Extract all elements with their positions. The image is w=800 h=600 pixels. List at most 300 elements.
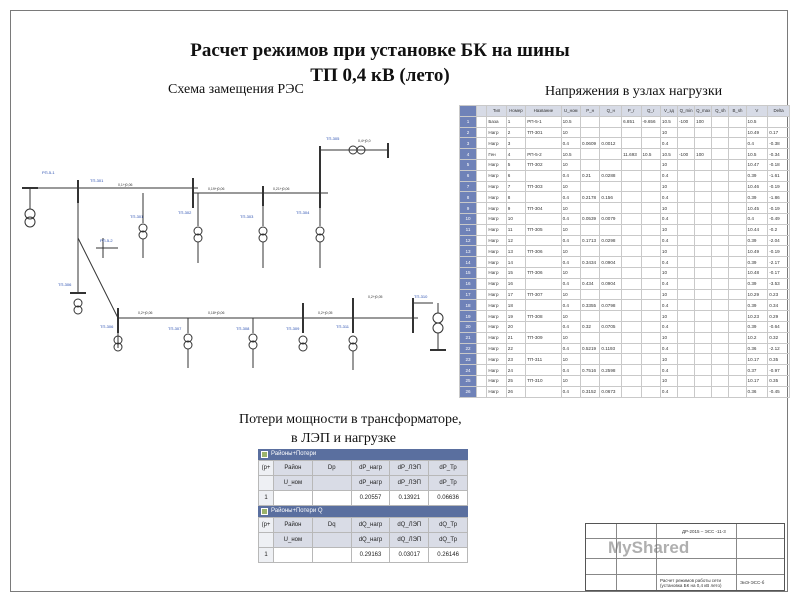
voltage-cell xyxy=(622,138,641,149)
voltage-cell xyxy=(526,343,561,354)
voltage-cell xyxy=(695,224,712,235)
losses-q-sub-3: dQ_нагр xyxy=(351,533,390,548)
losses-p-sub-5: dP_Тр xyxy=(429,476,468,491)
voltage-cell xyxy=(678,224,695,235)
voltage-cell xyxy=(695,159,712,170)
voltage-cell xyxy=(695,289,712,300)
row-number: 25 xyxy=(460,375,477,386)
voltage-cell: 10.49 xyxy=(746,127,768,138)
voltage-cell: 0.4 xyxy=(561,192,580,203)
voltage-cell xyxy=(712,138,729,149)
voltage-row xyxy=(460,116,790,127)
voltage-cell: -2.04 xyxy=(768,235,790,246)
losses-q-sub-2 xyxy=(312,533,351,548)
svg-text:ТП-310: ТП-310 xyxy=(414,294,428,299)
voltage-cell: ТП-307 xyxy=(526,289,561,300)
voltage-cell xyxy=(695,321,712,332)
voltage-cell: Ген xyxy=(487,149,506,160)
voltage-cell xyxy=(678,159,695,170)
row-number: 15 xyxy=(460,267,477,278)
row-number: 20 xyxy=(460,321,477,332)
voltage-cell: 10 xyxy=(561,181,580,192)
voltage-row xyxy=(460,159,790,170)
voltage-cell xyxy=(622,375,641,386)
voltage-cell: 4 xyxy=(506,149,525,160)
voltage-cell xyxy=(695,267,712,278)
voltage-cell xyxy=(712,203,729,214)
voltage-cell xyxy=(712,257,729,268)
voltage-cell: 0.2178 xyxy=(581,192,600,203)
voltage-cell xyxy=(641,224,660,235)
col-header-qmin: Q_min xyxy=(678,106,695,117)
voltage-cell xyxy=(600,127,622,138)
voltage-cell: Нагр xyxy=(487,343,506,354)
voltage-row xyxy=(460,235,790,246)
voltage-cell xyxy=(622,267,641,278)
voltage-cell: 0.0012 xyxy=(600,138,622,149)
voltage-cell: 0.4 xyxy=(561,386,580,397)
voltage-cell: -0.19 xyxy=(768,203,790,214)
voltage-cell: 0.35 xyxy=(768,354,790,365)
voltage-cell xyxy=(678,127,695,138)
voltage-cell xyxy=(641,235,660,246)
voltage-cell xyxy=(622,386,641,397)
stamp-description: Расчет режимов работы сети (установка БК на 0,4 кВ лето) xyxy=(660,578,722,588)
losses-q-title: Районы+Потери Q xyxy=(271,508,323,514)
voltage-cell xyxy=(641,311,660,322)
voltage-cell xyxy=(678,192,695,203)
voltage-cell: 0.29 xyxy=(768,311,790,322)
row-flag xyxy=(477,278,487,289)
voltage-cell: 5 xyxy=(506,159,525,170)
voltage-cell xyxy=(678,170,695,181)
voltage-cell xyxy=(729,365,746,376)
voltage-cell: 10 xyxy=(561,375,580,386)
voltage-cell: 10.5 xyxy=(660,116,677,127)
row-flag xyxy=(477,170,487,181)
voltage-cell xyxy=(712,278,729,289)
svg-text:ТП-305: ТП-305 xyxy=(326,136,340,141)
voltage-cell xyxy=(622,213,641,224)
voltage-cell: -2.12 xyxy=(768,343,790,354)
voltage-cell: 10.49 xyxy=(746,246,768,257)
voltage-cell: Нагр xyxy=(487,332,506,343)
col-header-qsh: Q_sh xyxy=(712,106,729,117)
voltage-cell: 0.434 xyxy=(581,278,600,289)
voltage-cell xyxy=(678,365,695,376)
voltages-header-row xyxy=(460,106,790,117)
voltage-cell: 0.4 xyxy=(660,365,677,376)
voltage-cell: 0.32 xyxy=(581,321,600,332)
voltage-cell xyxy=(600,354,622,365)
voltage-row xyxy=(460,203,790,214)
voltage-cell: Нагр xyxy=(487,278,506,289)
voltage-cell: 0.156 xyxy=(600,192,622,203)
col-header-v: V xyxy=(746,106,768,117)
voltage-cell xyxy=(641,203,660,214)
voltage-cell xyxy=(695,170,712,181)
voltage-cell xyxy=(712,246,729,257)
voltage-cell: 10.5 xyxy=(561,116,580,127)
voltage-cell xyxy=(581,289,600,300)
voltage-cell xyxy=(678,354,695,365)
voltage-cell: Нагр xyxy=(487,375,506,386)
voltage-cell xyxy=(622,203,641,214)
voltage-cell xyxy=(678,267,695,278)
voltage-cell xyxy=(581,224,600,235)
voltage-cell: 0.39 xyxy=(746,278,768,289)
voltage-cell: 10 xyxy=(660,289,677,300)
row-flag xyxy=(477,224,487,235)
voltage-cell xyxy=(600,332,622,343)
voltage-cell xyxy=(622,257,641,268)
voltage-cell xyxy=(600,181,622,192)
voltage-cell xyxy=(729,149,746,160)
voltage-cell: 0.4 xyxy=(746,138,768,149)
losses-q-head-0: (р+ xyxy=(259,518,274,533)
voltage-cell xyxy=(712,149,729,160)
voltage-cell: 21 xyxy=(506,332,525,343)
voltage-cell xyxy=(712,343,729,354)
row-flag xyxy=(477,343,487,354)
voltage-cell: 0.34 xyxy=(768,300,790,311)
voltage-cell xyxy=(622,343,641,354)
voltage-cell: 0.0798 xyxy=(600,300,622,311)
voltage-cell xyxy=(678,278,695,289)
voltage-cell: ТП-311 xyxy=(526,354,561,365)
voltage-cell: 0.4 xyxy=(561,213,580,224)
voltage-cell xyxy=(600,149,622,160)
voltage-cell: 8 xyxy=(506,192,525,203)
losses-p-head-0: (р+ xyxy=(259,461,274,476)
voltage-cell: -9.656 xyxy=(641,116,660,127)
losses-p-sub-4: dP_ЛЭП xyxy=(390,476,429,491)
svg-text:ТП-306: ТП-306 xyxy=(100,324,114,329)
voltage-cell: 10 xyxy=(660,159,677,170)
voltage-cell xyxy=(729,257,746,268)
watermark-logo: MyShared xyxy=(608,538,690,557)
voltage-cell: 12 xyxy=(506,235,525,246)
voltage-cell xyxy=(641,127,660,138)
voltage-cell xyxy=(622,235,641,246)
voltage-cell: Нагр xyxy=(487,170,506,181)
voltage-cell: -0.2 xyxy=(768,224,790,235)
stamp-org: ЭиЭ-ЭСС-б xyxy=(740,580,765,585)
voltage-cell xyxy=(712,311,729,322)
voltage-cell: Нагр xyxy=(487,386,506,397)
voltage-cell: 0.4 xyxy=(660,278,677,289)
row-flag xyxy=(477,257,487,268)
voltage-cell xyxy=(622,192,641,203)
voltage-row xyxy=(460,170,790,181)
voltage-cell xyxy=(678,311,695,322)
losses-p-sub-0 xyxy=(259,476,274,491)
voltage-row xyxy=(460,138,790,149)
voltage-cell xyxy=(678,332,695,343)
voltage-cell xyxy=(729,116,746,127)
voltage-cell xyxy=(622,224,641,235)
voltage-cell xyxy=(641,354,660,365)
voltage-cell xyxy=(695,365,712,376)
voltage-cell xyxy=(729,127,746,138)
voltage-cell xyxy=(695,278,712,289)
row-number: 5 xyxy=(460,159,477,170)
voltage-cell xyxy=(600,246,622,257)
voltage-cell xyxy=(581,149,600,160)
voltage-cell xyxy=(600,224,622,235)
voltage-cell xyxy=(729,224,746,235)
voltage-cell xyxy=(729,170,746,181)
losses-p-head-3: dP_нагр xyxy=(351,461,390,476)
losses-q-head-3: dQ_нагр xyxy=(351,518,390,533)
voltage-cell: 0.17 xyxy=(768,127,790,138)
voltage-cell xyxy=(526,257,561,268)
voltage-cell: ТП-304 xyxy=(526,203,561,214)
row-flag xyxy=(477,354,487,365)
voltage-row xyxy=(460,149,790,160)
voltage-cell: -0.34 xyxy=(768,149,790,160)
col-header-bsh: B_sh xyxy=(729,106,746,117)
voltage-cell: 1 xyxy=(506,116,525,127)
losses-q-sub-4: dQ_ЛЭП xyxy=(390,533,429,548)
voltage-cell xyxy=(678,289,695,300)
row-number: 8 xyxy=(460,192,477,203)
voltage-cell: 0.4 xyxy=(660,235,677,246)
col-header-name: Название xyxy=(526,106,561,117)
voltage-cell: 0.4 xyxy=(561,343,580,354)
col-header-pg: P_г xyxy=(622,106,641,117)
voltage-cell: 0.4 xyxy=(660,386,677,397)
losses-q-sub-0 xyxy=(259,533,274,548)
losses-p-cell-2 xyxy=(312,491,351,506)
voltage-cell xyxy=(695,332,712,343)
row-flag xyxy=(477,246,487,257)
row-flag xyxy=(477,375,487,386)
losses-p-head-4: dP_ЛЭП xyxy=(390,461,429,476)
voltage-cell: -100 xyxy=(678,116,695,127)
voltage-cell xyxy=(729,311,746,322)
row-number: 2 xyxy=(460,127,477,138)
voltage-cell xyxy=(712,224,729,235)
voltage-cell: 10.45 xyxy=(746,203,768,214)
voltage-cell: 0.36 xyxy=(746,386,768,397)
voltage-cell xyxy=(729,181,746,192)
schema-label: Схема замещения РЭС xyxy=(168,82,304,97)
voltage-cell xyxy=(600,289,622,300)
voltage-cell xyxy=(678,257,695,268)
row-number: 22 xyxy=(460,343,477,354)
voltage-cell: 0.4 xyxy=(561,257,580,268)
row-number-header xyxy=(460,106,477,117)
voltage-cell xyxy=(581,181,600,192)
voltage-cell: 10.46 xyxy=(746,181,768,192)
losses-q-head-2: Dq xyxy=(312,518,351,533)
voltage-cell: 0.4 xyxy=(660,257,677,268)
voltage-cell: 18 xyxy=(506,300,525,311)
svg-text:0,1+j0,06: 0,1+j0,06 xyxy=(118,183,133,187)
voltage-cell xyxy=(712,354,729,365)
voltage-row xyxy=(460,375,790,386)
voltage-cell: 0.4 xyxy=(561,170,580,181)
voltage-cell: 0.0609 xyxy=(581,138,600,149)
voltage-cell xyxy=(622,181,641,192)
losses-p-data-row xyxy=(259,491,468,506)
voltage-cell: 15 xyxy=(506,267,525,278)
voltage-cell xyxy=(581,116,600,127)
voltage-cell xyxy=(581,203,600,214)
voltage-cell: 0.0904 xyxy=(600,257,622,268)
voltage-cell: 0.4 xyxy=(660,321,677,332)
col-header-flag xyxy=(477,106,487,117)
voltage-cell: Нагр xyxy=(487,354,506,365)
row-flag xyxy=(477,235,487,246)
voltage-cell: 20 xyxy=(506,321,525,332)
voltage-cell: -0.45 xyxy=(768,386,790,397)
voltage-cell xyxy=(729,246,746,257)
voltage-row xyxy=(460,332,790,343)
voltage-cell: 0.3355 xyxy=(581,300,600,311)
voltage-cell xyxy=(641,300,660,311)
losses-q-head-5: dQ_Тр xyxy=(429,518,468,533)
row-flag xyxy=(477,181,487,192)
voltage-cell: 0.0079 xyxy=(600,213,622,224)
voltage-cell: Нагр xyxy=(487,224,506,235)
voltage-cell: 10 xyxy=(561,224,580,235)
losses-p-sub-2 xyxy=(312,476,351,491)
voltages-table-window xyxy=(459,105,790,401)
voltage-cell: 0.4 xyxy=(660,170,677,181)
voltage-cell xyxy=(678,235,695,246)
voltage-cell xyxy=(581,127,600,138)
voltage-cell: Нагр xyxy=(487,235,506,246)
voltage-cell: РП-5-1 xyxy=(526,116,561,127)
row-number: 6 xyxy=(460,170,477,181)
voltage-row xyxy=(460,343,790,354)
voltage-cell xyxy=(526,213,561,224)
voltage-cell: 0.35 xyxy=(768,375,790,386)
voltage-cell: 0.3434 xyxy=(581,257,600,268)
stamp-code: ДР-2015 – ЭСС -11-3 xyxy=(682,529,726,534)
voltage-cell: 7 xyxy=(506,181,525,192)
voltage-cell: 0.39 xyxy=(746,192,768,203)
voltage-cell xyxy=(526,321,561,332)
losses-label-line-1: Потери мощности в трансформаторе, xyxy=(239,412,462,427)
voltage-cell: ТП-301 xyxy=(526,127,561,138)
voltage-cell: 10.17 xyxy=(746,354,768,365)
col-header-vzd: V_зд xyxy=(660,106,677,117)
voltage-cell xyxy=(678,203,695,214)
row-number: 18 xyxy=(460,300,477,311)
row-number: 9 xyxy=(460,203,477,214)
voltage-cell xyxy=(695,192,712,203)
voltage-cell: 0.1193 xyxy=(600,343,622,354)
voltage-cell xyxy=(581,354,600,365)
voltage-cell: 10 xyxy=(561,289,580,300)
voltage-cell: 0.4 xyxy=(660,192,677,203)
losses-p-cell-3: 0.20557 xyxy=(351,491,390,506)
losses-p-head-1: Район xyxy=(274,461,313,476)
voltage-cell xyxy=(712,289,729,300)
voltage-cell xyxy=(695,127,712,138)
voltage-cell xyxy=(695,257,712,268)
equivalent-circuit-diagram xyxy=(18,118,458,398)
voltage-cell xyxy=(712,235,729,246)
voltage-cell: 0.4 xyxy=(561,138,580,149)
voltage-cell: 10.5 xyxy=(746,149,768,160)
row-flag xyxy=(477,213,487,224)
voltage-cell: -3.53 xyxy=(768,278,790,289)
voltage-cell xyxy=(581,246,600,257)
voltage-cell: 10 xyxy=(660,224,677,235)
voltage-cell: -0.18 xyxy=(768,159,790,170)
voltage-cell: 0.39 xyxy=(746,257,768,268)
voltage-cell: 10.17 xyxy=(746,375,768,386)
voltage-cell xyxy=(729,203,746,214)
row-number: 12 xyxy=(460,235,477,246)
losses-q-cell-4: 0.03017 xyxy=(390,548,429,563)
row-number: 14 xyxy=(460,257,477,268)
voltage-cell: 0.1713 xyxy=(581,235,600,246)
voltages-label: Напряжения в узлах нагрузки xyxy=(545,84,723,99)
losses-label-line-2: в ЛЭП и нагрузке xyxy=(291,431,396,446)
svg-text:0,2+j0,05: 0,2+j0,05 xyxy=(368,295,383,299)
voltage-cell: 13 xyxy=(506,246,525,257)
voltage-cell: -0.19 xyxy=(768,181,790,192)
voltage-row xyxy=(460,300,790,311)
voltage-cell: -1.61 xyxy=(768,170,790,181)
voltage-cell xyxy=(526,170,561,181)
voltage-cell: 0.5219 xyxy=(581,343,600,354)
voltage-cell xyxy=(641,159,660,170)
losses-q-cell-5: 0.26146 xyxy=(429,548,468,563)
voltage-cell xyxy=(581,375,600,386)
losses-p-sub-1: U_ном xyxy=(274,476,313,491)
voltage-cell: 0.4 xyxy=(660,213,677,224)
voltage-cell xyxy=(641,365,660,376)
voltage-cell xyxy=(695,213,712,224)
voltage-cell: 2 xyxy=(506,127,525,138)
voltage-cell: 0.39 xyxy=(746,321,768,332)
voltage-cell: 23 xyxy=(506,354,525,365)
voltage-cell: 0.21 xyxy=(581,170,600,181)
voltage-cell: Нагр xyxy=(487,246,506,257)
svg-text:ТП-302: ТП-302 xyxy=(178,210,192,215)
voltage-row xyxy=(460,321,790,332)
svg-text:0,19+j0,06: 0,19+j0,06 xyxy=(208,187,225,191)
losses-q-cell-1 xyxy=(274,548,313,563)
voltage-cell: 10 xyxy=(561,354,580,365)
row-flag xyxy=(477,311,487,322)
voltage-cell xyxy=(622,278,641,289)
voltage-cell: 6 xyxy=(506,170,525,181)
voltage-cell: 0.7516 xyxy=(581,365,600,376)
row-number: 1 xyxy=(460,116,477,127)
voltage-cell xyxy=(729,332,746,343)
voltage-cell xyxy=(712,116,729,127)
voltage-cell xyxy=(678,246,695,257)
voltage-cell: 0.0705 xyxy=(600,321,622,332)
svg-text:РП-5-2: РП-5-2 xyxy=(100,238,113,243)
svg-text:ТП-311: ТП-311 xyxy=(336,324,350,329)
voltage-row xyxy=(460,192,790,203)
voltage-cell: -0.49 xyxy=(768,213,790,224)
voltage-cell xyxy=(622,170,641,181)
row-flag xyxy=(477,116,487,127)
voltage-cell xyxy=(641,375,660,386)
voltage-cell xyxy=(712,300,729,311)
voltage-cell xyxy=(712,321,729,332)
voltage-cell xyxy=(622,354,641,365)
